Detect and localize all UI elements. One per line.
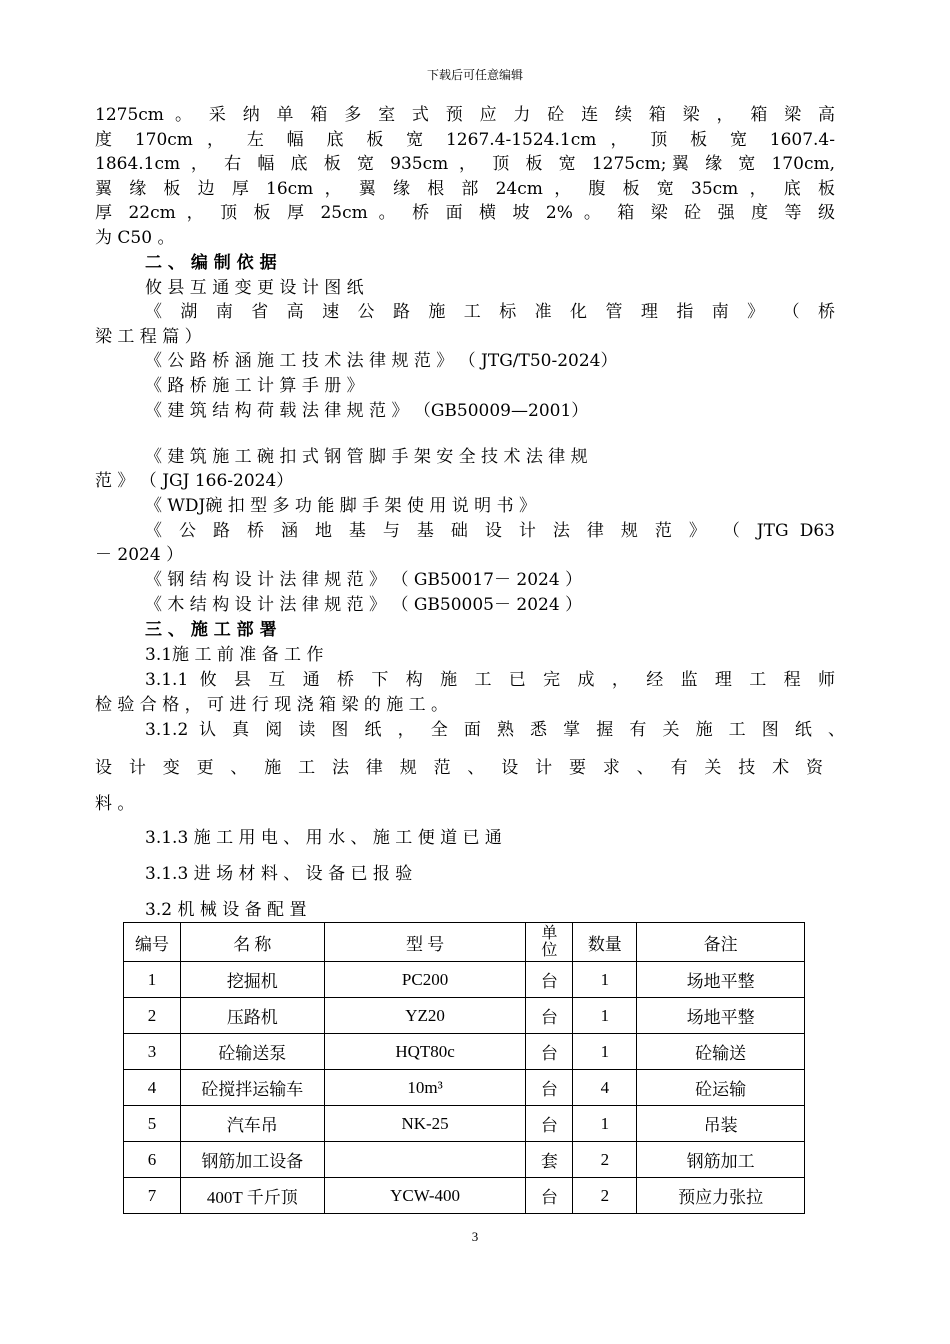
cell-model: YCW-400: [324, 1178, 526, 1214]
section-heading: 二 、 编 制 依 据: [145, 253, 277, 273]
intro-line: 翼 缘 板 边 厚 16cm ， 翼 缘 根 部 24cm ， 腹 板 宽 35cm ， 底 板: [95, 179, 835, 199]
intro-line: 厚 22cm ， 顶 板 厚 25cm 。 桥 面 横 坡 2% 。 箱 梁 砼 强 度 等 级: [95, 203, 835, 223]
cell-number: 4: [124, 1070, 181, 1106]
cell-name: 钢筋加工设备: [180, 1142, 324, 1178]
table-row: [124, 1178, 805, 1214]
cell-name: 汽车吊: [180, 1106, 324, 1142]
cell-unit: 台: [526, 1178, 573, 1214]
paragraph-line: 检 验 合 格 ， 可 进 行 现 浇 箱 梁 的 施 工 。: [95, 695, 449, 715]
cell-quantity: 2: [573, 1142, 637, 1178]
table-row: [124, 1142, 805, 1178]
basis-item: 《 公 路 桥 涵 地 基 与 基 础 设 计 法 律 规 范 》 （ JTG D63: [145, 521, 835, 541]
basis-item: 攸 县 互 通 变 更 设 计 图 纸: [145, 278, 364, 298]
col-header-quantity: 数量: [573, 923, 637, 962]
paragraph-line: 3.1.1 攸 县 互 通 桥 下 构 施 工 已 完 成 ， 经 监 理 工 程 师: [145, 670, 835, 690]
basis-item: 《 建 筑 结 构 荷 载 法 律 规 范 》 （GB50009—2001）: [145, 401, 589, 421]
cell-name: 400T 千斤顶: [180, 1178, 324, 1214]
table-row: [124, 1106, 805, 1142]
table-row: [124, 998, 805, 1034]
paragraph-line: 3.1.3 进 场 材 料 、 设 备 已 报 验: [145, 864, 413, 884]
cell-name: 砼输送泵: [180, 1034, 324, 1070]
col-header-model: 型 号: [324, 923, 526, 962]
basis-item: 《 钢 结 构 设 计 法 律 规 范 》 （ GB50017－ 2024 ）: [145, 570, 583, 590]
basis-item: 《 路 桥 施 工 计 算 手 册 》: [145, 376, 364, 396]
cell-quantity: 2: [573, 1178, 637, 1214]
cell-remarks: 砼输送: [637, 1034, 805, 1070]
equipment-table: [123, 922, 805, 1214]
paragraph-line: 设 计 变 更 、 施 工 法 律 规 范 、 设 计 要 求 、 有 关 技 术 资: [95, 758, 823, 778]
col-header-unit: 单位: [526, 923, 573, 962]
basis-item: 梁 工 程 篇 ）: [95, 327, 202, 347]
cell-name: 压路机: [180, 998, 324, 1034]
basis-item: 《 湖 南 省 高 速 公 路 施 工 标 准 化 管 理 指 南 》 （ 桥: [145, 302, 835, 322]
basis-item: － 2024 ）: [95, 545, 184, 565]
cell-remarks: 钢筋加工: [637, 1142, 805, 1178]
cell-remarks: 场地平整: [637, 962, 805, 998]
page-header: 下载后可任意编辑: [426, 68, 523, 82]
cell-number: 6: [124, 1142, 181, 1178]
cell-unit: 台: [526, 962, 573, 998]
page-number: 3: [471, 1229, 479, 1244]
basis-item: 《 WDJ碗 扣 型 多 功 能 脚 手 架 使 用 说 明 书 》: [145, 496, 536, 516]
cell-quantity: 4: [573, 1070, 637, 1106]
section-heading: 三 、 施 工 部 署: [145, 620, 277, 640]
cell-quantity: 1: [573, 1034, 637, 1070]
table-row: [124, 1070, 805, 1106]
cell-model: 10m³: [324, 1070, 526, 1106]
cell-quantity: 1: [573, 962, 637, 998]
subsection-heading: 3.1施 工 前 准 备 工 作: [145, 645, 324, 665]
cell-model: [324, 1142, 526, 1178]
basis-item: 范 》 （ JGJ 166-2024）: [95, 471, 294, 491]
cell-remarks: 预应力张拉: [637, 1178, 805, 1214]
cell-number: 1: [124, 962, 181, 998]
basis-item: 《 公 路 桥 涵 施 工 技 术 法 律 规 范 》 （ JTG/T50-2024）: [145, 351, 618, 371]
cell-unit: 台: [526, 998, 573, 1034]
cell-unit: 台: [526, 1034, 573, 1070]
cell-model: PC200: [324, 962, 526, 998]
cell-remarks: 砼运输: [637, 1070, 805, 1106]
cell-name: 砼搅拌运输车: [180, 1070, 324, 1106]
intro-line: 1864.1cm ， 右 幅 底 板 宽 935cm ， 顶 板 宽 1275cm;翼 缘 宽 170cm,: [95, 154, 835, 174]
cell-model: HQT80c: [324, 1034, 526, 1070]
table-row: [124, 962, 805, 998]
col-header-number: 编号: [124, 923, 181, 962]
cell-quantity: 1: [573, 998, 637, 1034]
cell-number: 2: [124, 998, 181, 1034]
cell-model: NK-25: [324, 1106, 526, 1142]
table-header-row: [124, 923, 805, 962]
cell-unit: 台: [526, 1070, 573, 1106]
cell-number: 5: [124, 1106, 181, 1142]
col-header-name: 名 称: [180, 923, 324, 962]
cell-model: YZ20: [324, 998, 526, 1034]
cell-quantity: 1: [573, 1106, 637, 1142]
basis-item: 《 木 结 构 设 计 法 律 规 范 》 （ GB50005－ 2024 ）: [145, 595, 583, 615]
cell-unit: 台: [526, 1106, 573, 1142]
subsection-heading: 3.2 机 械 设 备 配 置: [145, 900, 307, 920]
cell-number: 3: [124, 1034, 181, 1070]
paragraph-line: 3.1.2 认 真 阅 读 图 纸 ， 全 面 熟 悉 掌 握 有 关 施 工 图 纸 、: [145, 720, 845, 740]
col-header-remarks: 备注: [637, 923, 805, 962]
intro-line: 为 C50 。: [95, 228, 175, 248]
basis-item: 《 建 筑 施 工 碗 扣 式 钢 管 脚 手 架 安 全 技 术 法 律 规: [145, 447, 588, 467]
intro-line: 1275cm 。 采 纳 单 箱 多 室 式 预 应 力 砼 连 续 箱 梁 ， 箱 梁 高: [95, 105, 835, 125]
table-row: [124, 1034, 805, 1070]
cell-number: 7: [124, 1178, 181, 1214]
paragraph-line: 料 。: [95, 794, 135, 814]
cell-remarks: 吊装: [637, 1106, 805, 1142]
cell-unit: 套: [526, 1142, 573, 1178]
cell-name: 挖掘机: [180, 962, 324, 998]
cell-remarks: 场地平整: [637, 998, 805, 1034]
paragraph-line: 3.1.3 施 工 用 电 、 用 水 、 施 工 便 道 已 通: [145, 828, 502, 848]
intro-line: 度 170cm ， 左 幅 底 板 宽 1267.4-1524.1cm ， 顶 板 宽 1607.4-: [95, 130, 835, 150]
